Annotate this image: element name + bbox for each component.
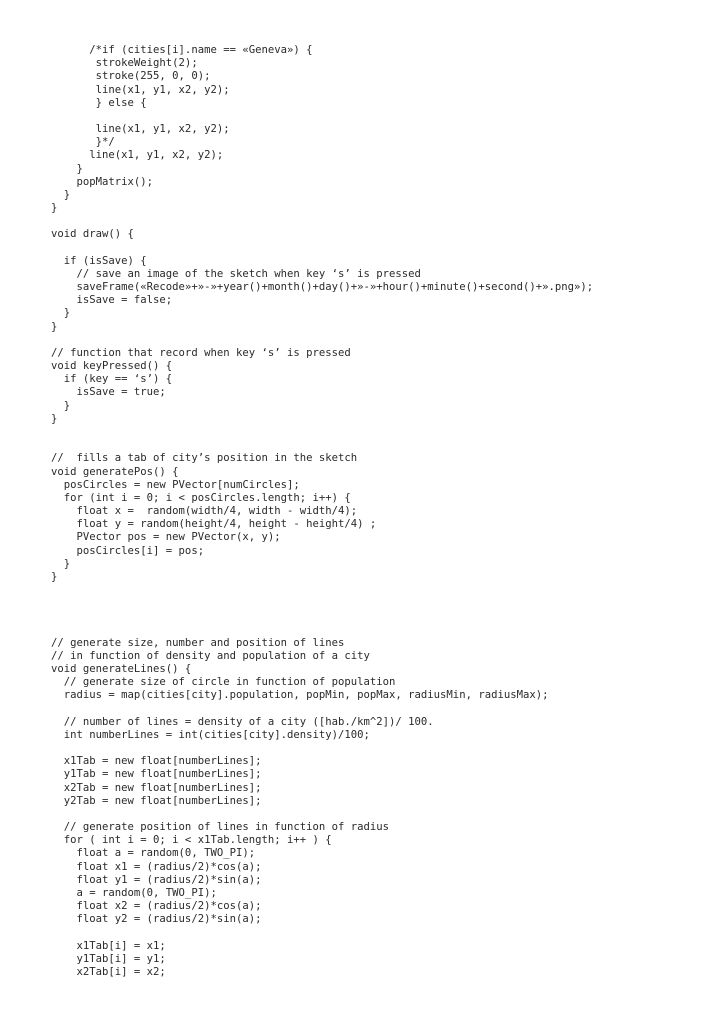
code-line — [51, 597, 691, 610]
code-line: float x = random(width/4, width - width/4); — [51, 505, 358, 518]
code-line — [51, 808, 691, 821]
code-line: for (int i = 0; i < posCircles.length; i++) { — [51, 491, 351, 504]
code-line: // generate position of lines in function of radius — [51, 821, 390, 834]
code-line — [51, 439, 691, 452]
code-line: } else { — [51, 96, 147, 109]
code-line: x2Tab[i] = x2; — [51, 966, 166, 979]
code-line: } — [51, 399, 71, 412]
code-line: strokeWeight(2); — [51, 57, 198, 70]
code-line: x2Tab = new float[numberLines]; — [51, 781, 262, 794]
code-line: isSave = false; — [51, 294, 173, 307]
code-line: x1Tab[i] = x1; — [51, 939, 166, 952]
code-line: radius = map(cities[city].population, popMin, popMax, radiusMin, radiusMax); — [51, 689, 549, 702]
code-line: isSave = true; — [51, 386, 166, 399]
code-line: for ( int i = 0; i < x1Tab.length; i++ ) { — [51, 834, 332, 847]
code-line: // generate size, number and position of lines — [51, 636, 345, 649]
code-line: } — [51, 202, 58, 215]
code-line: float y1 = (radius/2)*sin(a); — [51, 873, 262, 886]
code-line — [51, 110, 691, 123]
code-line: } — [51, 162, 83, 175]
code-line — [51, 334, 691, 347]
code-line: float x2 = (radius/2)*cos(a); — [51, 900, 262, 913]
code-line: int numberLines = int(cities[city].density)/100; — [51, 728, 370, 741]
code-line: PVector pos = new PVector(x, y); — [51, 531, 281, 544]
code-line: line(x1, y1, x2, y2); — [51, 149, 224, 162]
code-line: y2Tab = new float[numberLines]; — [51, 794, 262, 807]
code-line: a = random(0, TWO_PI); — [51, 887, 217, 899]
code-line: void keyPressed() { — [51, 360, 173, 373]
code-line: // number of lines = density of a city ([hab./km^2])/ 100. — [51, 715, 434, 728]
code-line: popMatrix(); — [51, 175, 154, 188]
code-line: if (isSave) { — [51, 254, 147, 267]
code-line: void generatePos() { — [51, 465, 179, 478]
code-line: posCircles[i] = pos; — [51, 544, 205, 557]
code-line: x1Tab = new float[numberLines]; — [51, 755, 262, 768]
code-line: y1Tab[i] = y1; — [51, 952, 166, 965]
code-line — [51, 927, 691, 940]
code-line — [51, 624, 691, 637]
code-line: } — [51, 307, 71, 320]
code-line: float a = random(0, TWO_PI); — [51, 847, 256, 860]
code-line — [51, 584, 691, 597]
code-listing — [51, 44, 691, 979]
code-line: // fills a tab of city’s position in the sketch — [51, 452, 358, 465]
code-line: } — [51, 188, 71, 201]
code-line: line(x1, y1, x2, y2); — [51, 123, 230, 136]
code-line — [51, 703, 691, 716]
code-line: // generate size of circle in function of population — [51, 676, 396, 689]
code-line: // save an image of the sketch when key ‘s’ is pressed — [51, 267, 421, 280]
code-line: saveFrame(«Recode»+»-»+year()+month()+day()+»-»+hour()+minute()+second()+».png»); — [51, 281, 594, 294]
code-line: } — [51, 557, 71, 570]
code-line: // in function of density and population of a city — [51, 649, 370, 662]
code-line: posCircles = new PVector[numCircles]; — [51, 478, 300, 491]
code-line — [51, 610, 691, 623]
code-line: y1Tab = new float[numberLines]; — [51, 768, 262, 781]
code-line — [51, 426, 691, 439]
code-line: float y2 = (radius/2)*sin(a); — [51, 913, 262, 926]
code-line: float x1 = (radius/2)*cos(a); — [51, 860, 262, 873]
code-line: line(x1, y1, x2, y2); — [51, 83, 230, 96]
code-line — [51, 215, 691, 228]
code-line — [51, 242, 691, 255]
code-line: stroke(255, 0, 0); — [51, 70, 211, 83]
code-line: /*if (cities[i].name == «Geneva») { — [51, 44, 313, 56]
code-line: } — [51, 570, 58, 583]
code-line: void generateLines() { — [51, 663, 192, 676]
code-line — [51, 742, 691, 755]
code-line: // function that record when key ‘s’ is pressed — [51, 346, 351, 359]
code-line: } — [51, 412, 58, 425]
code-line: float y = random(height/4, height - height/4) ; — [51, 518, 377, 531]
code-line: }*/ — [51, 136, 115, 149]
code-line: void draw() { — [51, 228, 134, 241]
code-line: if (key == ‘s’) { — [51, 373, 173, 386]
code-line: } — [51, 320, 58, 333]
